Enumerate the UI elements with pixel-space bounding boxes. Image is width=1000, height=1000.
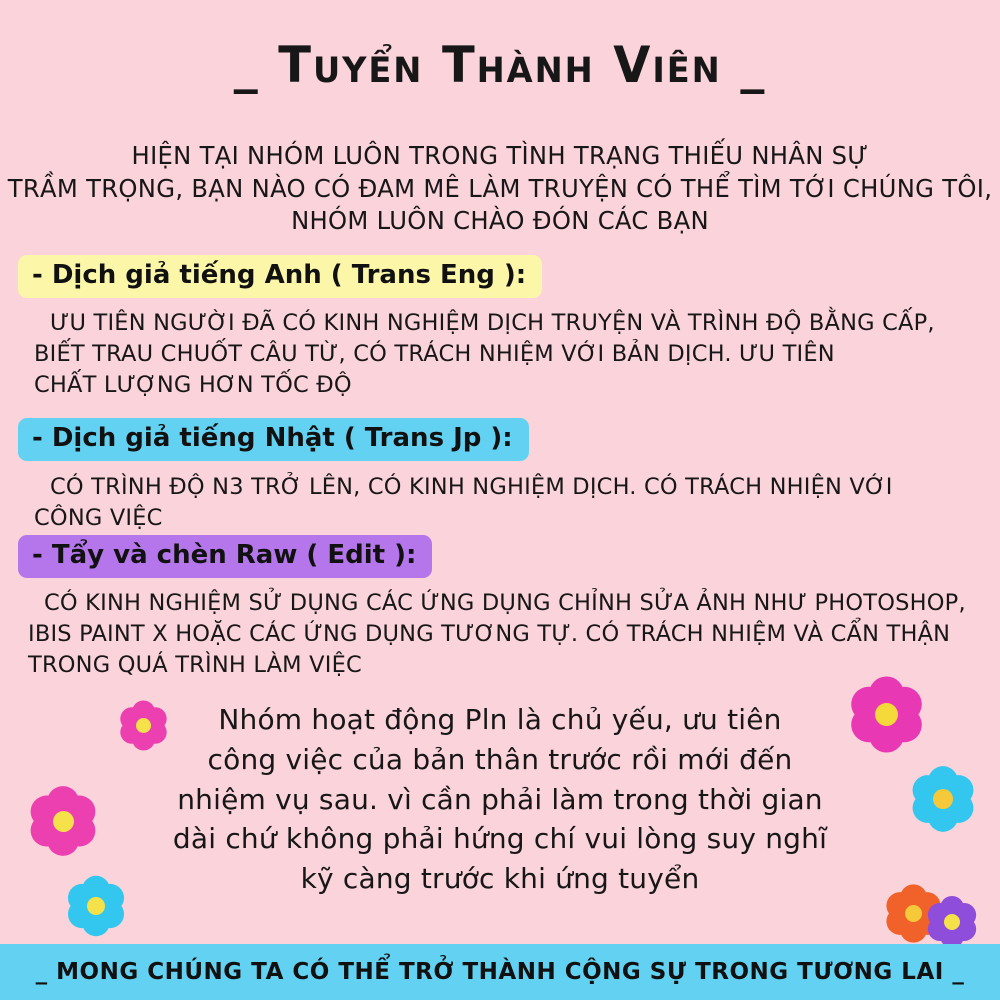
section-heading-trans-eng: - Dịch giả tiếng Anh ( Trans Eng ): xyxy=(18,255,542,298)
section-body-edit xyxy=(28,588,966,681)
flower-pink-left-lower-icon xyxy=(28,786,98,856)
intro-line-3: NHÓM LUÔN CHÀO ĐÓN CÁC BẠN xyxy=(291,206,709,236)
intro-line-1: HIỆN TẠI NHÓM LUÔN TRONG TÌNH TRẠNG THIẾU NHÂN SỰ xyxy=(131,141,869,170)
flower-pink-left-upper-icon xyxy=(118,700,168,750)
closing-line-2: công việc của bản thân trước rồi mới đến xyxy=(207,742,793,776)
edit-line-3: TRONG QUÁ TRÌNH LÀM VIỆC xyxy=(28,652,362,679)
footer-banner xyxy=(0,944,1000,1000)
page-title: _ Tuyển Thành Viên _ xyxy=(233,36,767,94)
closing-line-3: nhiệm vụ sau. vì cần phải làm trong thời gian xyxy=(177,782,823,816)
trans-jp-line-2: CÔNG VIỆC xyxy=(34,505,163,532)
closing-line-1: Nhóm hoạt động Pln là chủ yếu, ưu tiên xyxy=(218,703,782,736)
edit-line-1: CÓ KINH NGHIỆM SỬ DỤNG CÁC ỨNG DỤNG CHỈNH SỬA ẢNH NHƯ PHOTOSHOP, xyxy=(44,590,966,616)
section-heading-trans-jp: - Dịch giả tiếng Nhật ( Trans Jp ): xyxy=(18,418,529,461)
intro-paragraph xyxy=(5,140,995,238)
flower-magenta-right-icon xyxy=(848,676,924,752)
edit-line-2: IBIS PAINT X HOẶC CÁC ỨNG DỤNG TƯƠNG TỰ. CÓ TRÁCH NHIỆM VÀ CẨN THẬN xyxy=(28,621,951,648)
section-body-trans-eng xyxy=(34,308,935,401)
flower-cyan-right-icon xyxy=(910,766,976,832)
trans-jp-line-1: CÓ TRÌNH ĐỘ N3 TRỞ LÊN, CÓ KINH NGHIỆM DỊCH. CÓ TRÁCH NHIỆN VỚI xyxy=(50,474,893,500)
trans-eng-line-2: BIẾT TRAU CHUỐT CÂU TỪ, CÓ TRÁCH NHIỆM VỚI BẢN DỊCH. ƯU TIÊN xyxy=(34,341,835,368)
section-body-trans-jp xyxy=(34,472,893,534)
footer-text: _ MONG CHÚNG TA CÓ THỂ TRỞ THÀNH CỘNG SỰ TRONG TƯƠNG LAI _ xyxy=(35,959,965,985)
intro-line-2: TRẦM TRỌNG, BẠN NÀO CÓ ĐAM MÊ LÀM TRUYỆN CÓ THỂ TÌM TỚI CHÚNG TÔI, xyxy=(7,173,993,203)
closing-line-4: dài chứ không phải hứng chí vui lòng suy nghĩ xyxy=(172,822,828,856)
flower-cyan-left-icon xyxy=(66,876,126,936)
section-heading-edit: - Tẩy và chèn Raw ( Edit ): xyxy=(18,535,432,578)
flower-violet-right-icon xyxy=(926,896,978,948)
trans-eng-line-1: ƯU TIÊN NGƯỜI ĐÃ CÓ KINH NGHIỆM DỊCH TRUYỆN VÀ TRÌNH ĐỘ BẰNG CẤP, xyxy=(50,310,935,336)
closing-line-5: kỹ càng trước khi ứng tuyển xyxy=(300,862,700,895)
trans-eng-line-3: CHẤT LƯỢNG HƠN TỐC ĐỘ xyxy=(34,372,352,399)
